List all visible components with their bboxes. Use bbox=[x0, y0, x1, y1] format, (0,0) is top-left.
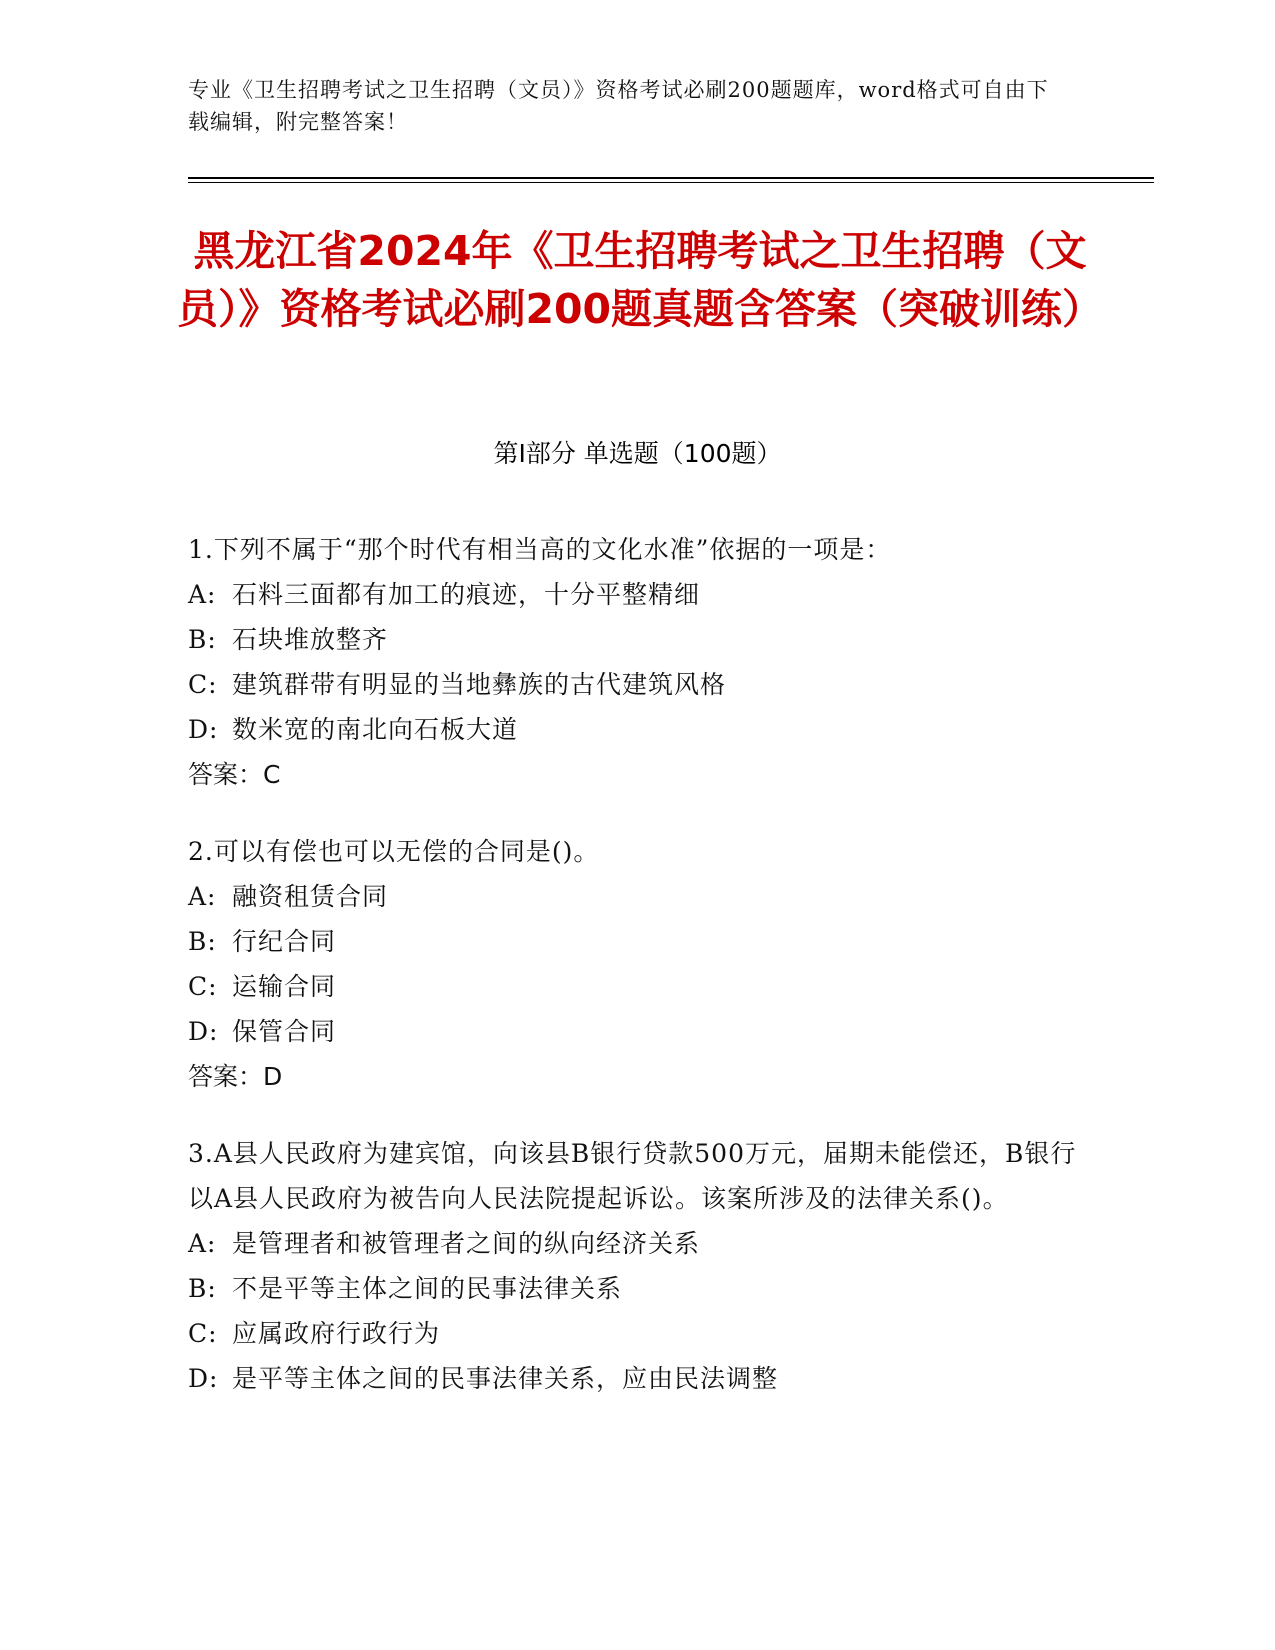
option-letter: B: bbox=[188, 1274, 217, 1303]
option-text: 数米宽的南北向石板大道 bbox=[232, 715, 519, 744]
option-text: 是管理者和被管理者之间的纵向经济关系 bbox=[232, 1229, 701, 1258]
answer-line: 答案：C bbox=[188, 760, 281, 789]
option-text: 建筑群带有明显的当地彝族的古代建筑风格 bbox=[232, 670, 727, 699]
option-b bbox=[188, 919, 1088, 964]
option-text: 运输合同 bbox=[232, 972, 337, 1001]
option-letter: D: bbox=[188, 715, 219, 744]
option-d bbox=[188, 1009, 1088, 1054]
option-text: 保管合同 bbox=[232, 1017, 337, 1046]
option-letter: B: bbox=[188, 625, 217, 654]
option-letter: A: bbox=[188, 882, 217, 911]
header-divider-thin-line bbox=[188, 182, 1154, 183]
option-a bbox=[188, 1221, 1088, 1266]
option-a bbox=[188, 572, 1088, 617]
answer-line: 答案：D bbox=[188, 1062, 283, 1091]
option-c bbox=[188, 1311, 1088, 1356]
header-divider bbox=[188, 177, 1154, 183]
document-title: 黑龙江省2024年《卫生招聘考试之卫生招聘（文员）》资格考试必刷200题真题含答案（突破训练） bbox=[176, 227, 1104, 333]
question-stem: 2.可以有偿也可以无偿的合同是()。 bbox=[188, 837, 600, 866]
option-text: 石料三面都有加工的痕迹，十分平整精细 bbox=[232, 580, 701, 609]
option-text: 是平等主体之间的民事法律关系，应由民法调整 bbox=[232, 1364, 779, 1393]
option-text: 融资租赁合同 bbox=[232, 882, 389, 911]
option-letter: D: bbox=[188, 1364, 219, 1393]
question-list bbox=[188, 527, 1088, 1433]
option-text: 行纪合同 bbox=[232, 927, 337, 956]
option-letter: C: bbox=[188, 972, 218, 1001]
option-letter: B: bbox=[188, 927, 217, 956]
option-letter: C: bbox=[188, 670, 218, 699]
option-a bbox=[188, 874, 1088, 919]
header-divider-thick-line bbox=[188, 177, 1154, 179]
option-d bbox=[188, 707, 1088, 752]
option-b bbox=[188, 1266, 1088, 1311]
question-3 bbox=[188, 1131, 1088, 1401]
question-1 bbox=[188, 527, 1088, 797]
option-text: 石块堆放整齐 bbox=[232, 625, 389, 654]
question-stem: 1.下列不属于“那个时代有相当高的文化水准”依据的一项是： bbox=[188, 535, 892, 564]
option-letter: A: bbox=[188, 1229, 217, 1258]
option-b bbox=[188, 617, 1088, 662]
header-note: 专业《卫生招聘考试之卫生招聘（文员）》资格考试必刷200题题库，word格式可自由下载编辑，附完整答案！ bbox=[188, 78, 1049, 134]
question-2 bbox=[188, 829, 1088, 1099]
option-c bbox=[188, 662, 1088, 707]
option-c bbox=[188, 964, 1088, 1009]
option-letter: A: bbox=[188, 580, 217, 609]
section-heading: 第Ⅰ部分 单选题（100题） bbox=[493, 439, 782, 468]
option-text: 应属政府行政行为 bbox=[232, 1319, 441, 1348]
question-stem: 3.A县人民政府为建宾馆，向该县B银行贷款500万元，届期未能偿还，B银行以A县人民政府为被告向人民法院提起诉讼。该案所涉及的法律关系()。 bbox=[188, 1139, 1077, 1213]
option-text: 不是平等主体之间的民事法律关系 bbox=[232, 1274, 623, 1303]
option-letter: D: bbox=[188, 1017, 219, 1046]
option-letter: C: bbox=[188, 1319, 218, 1348]
option-d bbox=[188, 1356, 1088, 1401]
